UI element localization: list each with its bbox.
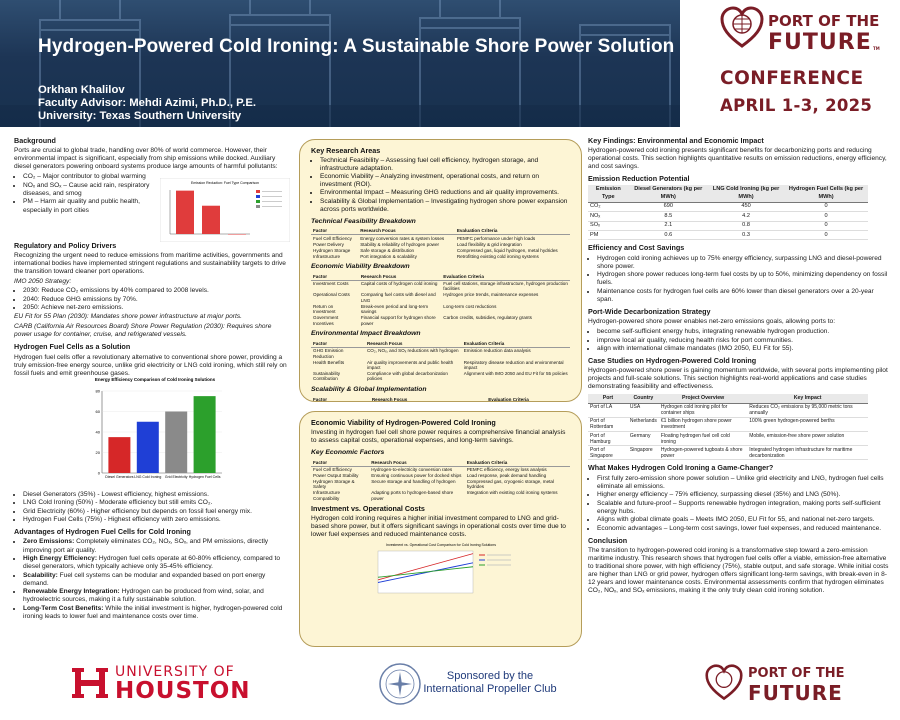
list-item: • Scalability & Global Implementation – Investigating hydrogen shore power expansion across ports worldwide. — [320, 198, 570, 214]
table-cell: Hydrogen-to-electricity conversion rates — [371, 467, 453, 473]
list-item: • become self-sufficient energy hubs, integrating renewable hydrogen production. — [597, 328, 890, 336]
table-cell: Load response, peak demand handling — [466, 473, 547, 479]
breakdown-tables — [311, 218, 570, 402]
list-item: • 2050: Achieve net-zero emissions. — [23, 304, 291, 312]
table-cell: Compliance with global decarbonization policies — [366, 370, 448, 382]
table-cell: Break-even period and long-term savings — [360, 303, 429, 315]
table-cell: Stability & reliability of hydrogen power — [360, 241, 440, 247]
table-cell: Mobile, emission-free shore power solution — [747, 432, 868, 446]
table-cell: Port of LA — [588, 403, 628, 417]
advantages-heading: Advantages of Hydrogen Fuel Cells for Cold Ironing — [14, 527, 191, 537]
table-cell: USA — [628, 403, 659, 417]
table-cell: 0 — [784, 202, 868, 211]
table-cell: Port integration & scalability — [360, 253, 417, 259]
list-item: • High Energy Efficiency: Hydrogen fuel cells operate at 60-80% efficiency, compared to diesel generators, which typically achieve only 35-45% efficiency. — [23, 555, 291, 571]
table-row — [311, 466, 570, 473]
table-cell: Power Delivery — [313, 241, 344, 247]
table-row — [311, 292, 570, 303]
poster-header — [0, 0, 680, 127]
table-cell: €1 billion hydrogen shore power investment — [659, 417, 747, 431]
eu-fit55-text: EU Fit for 55 Plan (2030): Mandates shore power infrastructure at major ports. — [14, 313, 242, 321]
breakdown-table-title: Scalability & Global Implementation — [311, 386, 427, 394]
economic-heading: Economic Viability of Hydrogen-Powered Cold Ironing — [311, 418, 496, 427]
background-heading: Background — [14, 136, 56, 145]
emission-reduction-heading: Emission Reduction Potential — [588, 174, 690, 184]
right-column — [588, 137, 890, 647]
economic-text: Investing in hydrogen fuel cell shore power requires a comprehensive financial analysis to assess capital costs, operational expenses, and long-term savings. — [311, 429, 566, 445]
efficiency-chart — [80, 373, 230, 485]
list-item: • Diesel Generators (35%) - Lowest efficiency, highest emissions. — [23, 491, 291, 499]
table-header: Factor — [311, 340, 365, 347]
emission-small-chart — [160, 178, 290, 242]
chart-title: Investment vs. Operational Cost Comparison for Cold Ironing Solutions — [385, 542, 496, 547]
table-cell: Alignment with IMO 2050 and EU Fit for 55 policies — [463, 370, 568, 376]
chart-title: Emission Reduction: Fuel Type Comparison — [190, 181, 260, 185]
x-tick-label: LNG Cold Ironing — [134, 475, 162, 479]
list-item: • Maintenance costs for hydrogen fuel cells are 60% lower than diesel generators over a 20-year span. — [597, 288, 890, 304]
list-item: • CO₂ – Major contributor to global warming — [23, 173, 154, 181]
table-row — [311, 253, 570, 259]
list-item: • 2040: Reduce GHG emissions by 70%. — [23, 296, 291, 304]
regulatory-text: Recognizing the urgent need to reduce emissions from maritime activities, governments and international bodies have implemented stringent regulations and sustainability targets to drive the transition toward cleaner port operations. — [14, 251, 286, 275]
list-item: • Zero Emissions: Completely eliminates CO₂, NOₓ, SOₓ, and PM emissions, directly improving port air quality. — [23, 538, 291, 554]
table-cell: Comparing fuel costs with diesel and LNG — [360, 292, 436, 303]
table-cell: PEMFC performance under high loads — [456, 235, 536, 241]
table-row — [311, 359, 570, 370]
x-tick-label: Diesel Generators — [105, 475, 134, 479]
y-tick-label: 60 — [95, 409, 100, 414]
imo-heading: IMO 2050 Strategy: — [14, 278, 72, 285]
list-item: • Scalability: Fuel cell systems can be modular and expanded based on port energy demand. — [23, 572, 291, 588]
table-cell: 0.8 — [708, 221, 784, 230]
case-studies-heading: Case Studies on Hydrogen-Powered Cold Ironing — [588, 356, 757, 366]
table-row — [311, 315, 570, 326]
table-cell: PEMFC efficiency, energy loss analysis — [466, 467, 547, 473]
table-cell: Financial support for hydrogen shore power — [360, 315, 436, 326]
bar — [202, 206, 220, 234]
conference-brand — [680, 0, 900, 127]
legend-swatch — [256, 195, 260, 198]
table-row — [588, 432, 868, 446]
conference-label: CONFERENCE — [720, 68, 864, 89]
list-item: • NOₓ and SOₓ – Cause acid rain, respiratory diseases, and smog — [23, 182, 154, 198]
port-decarbonization-text: Hydrogen-powered shore power enables net-zero emissions goals, allowing ports to: — [588, 317, 836, 325]
table-header: Research Focus — [365, 340, 462, 347]
table-header: Hydrogen Fuel Cells (kg per MWh) — [784, 185, 868, 202]
table-cell: Netherlands — [628, 417, 659, 431]
table-cell: CO₂ — [588, 202, 629, 211]
table-cell: Power Output Stability — [313, 473, 359, 479]
table-cell: CO₂, NOₓ, and SOₓ reductions with hydrogen — [366, 348, 459, 354]
list-item: • Aligns with global climate goals – Meets IMO 2050, EU Fit for 55, and national net-zero targets. — [597, 516, 890, 524]
y-tick-label: 0 — [97, 470, 100, 476]
table-header: Factor — [311, 459, 369, 466]
table-cell: Compressed gas, liquid hydrogen, metal hydrides — [456, 247, 558, 253]
table-header: Diesel Generators (kg per MWh) — [629, 185, 708, 202]
table-cell: Fuel Cell Efficiency — [313, 235, 352, 241]
background-text: Ports are crucial to global trade, handling over 80% of world commerce. However, their environmental impact is significant, especially from ship emissions while docked. Auxiliary diesel generators powering onboard systems produce large amounts of harmful pollutants: — [14, 147, 278, 171]
table-cell: Adapting ports to hydrogen-based shore power — [371, 490, 454, 501]
list-item: • Long-Term Cost Benefits: While the initial investment is higher, hydrogen-powered cold ironing leads to lower fuel and maintenance costs over time. — [23, 605, 291, 621]
table-header: Country — [628, 394, 659, 404]
uh-line2: HOUSTON — [115, 678, 251, 704]
table-header: Key Impact — [747, 394, 868, 404]
table-cell: 4.2 — [708, 212, 784, 221]
table-cell: Fuel cell stations, storage infrastructure, hydrogen production facilities — [443, 281, 568, 292]
table-row — [311, 280, 570, 292]
table-cell: NOₓ — [588, 212, 629, 221]
brand-tm: TM — [873, 46, 880, 51]
efficiency-list — [14, 491, 291, 525]
game-changer-heading: What Makes Hydrogen Cold Ironing a Game-Changer? — [588, 463, 774, 473]
table-cell: Hydrogen Storage — [313, 247, 351, 253]
table-header: Project Overview — [659, 394, 747, 404]
author-name: Orkhan Khalilov — [38, 84, 125, 96]
table-cell: GHG Emission Reduction — [313, 348, 344, 359]
table-cell: 100% green hydrogen-powered berths — [747, 417, 868, 431]
sponsor-line1: Sponsored by the — [446, 670, 534, 682]
table-row — [311, 371, 570, 382]
table-cell: Port of Singapore — [588, 446, 628, 460]
table-row — [588, 221, 868, 230]
propeller-club-seal-icon — [378, 662, 422, 706]
list-item: • Hydrogen Fuel Cells (75%) - Highest efficiency with zero emissions. — [23, 516, 291, 524]
table-row — [588, 212, 868, 221]
table-cell: Singapore — [628, 446, 659, 460]
bar — [228, 234, 246, 235]
case-studies-text: Hydrogen-powered shore power is gaining momentum worldwide, with several ports implementing pilot projects and full-scale solutions. This section highlights real-world applications and case studies demonstrating feasibility and effectiveness. — [588, 367, 888, 391]
y-tick-label: 20 — [95, 450, 100, 455]
table-cell: Government Incentives — [313, 315, 339, 326]
table-cell: Floating hydrogen fuel cell cold ironing — [659, 432, 747, 446]
list-item: • Higher energy efficiency – 75% efficiency, surpassing diesel (35%) and LNG (50%). — [597, 491, 890, 499]
key-research-heading: Key Research Areas — [311, 146, 381, 155]
key-economic-factors-heading: Key Economic Factors — [311, 449, 385, 457]
table-cell: 0 — [784, 221, 868, 230]
breakdown-table-title: Environmental Impact Breakdown — [311, 330, 421, 338]
bar — [137, 422, 159, 473]
solution-heading: Hydrogen Fuel Cells as a Solution — [14, 342, 131, 352]
table-cell: Load flexibility & grid integration — [456, 241, 522, 247]
chart-title: Energy Efficiency Comparison of Cold Ironing Solutions — [94, 377, 216, 382]
efficiency-cost-list — [588, 255, 890, 304]
key-economic-factors-table — [311, 459, 570, 501]
legend-swatch — [256, 205, 260, 208]
table-row — [311, 490, 570, 501]
table-header: Research Focus — [370, 396, 486, 402]
table-cell: Capital costs of hydrogen cold ironing — [360, 281, 438, 287]
list-item: • Economic advantages – Long-term cost savings, lower fuel expenses, and reduced maintenance. — [597, 525, 890, 533]
table-cell: 0 — [784, 212, 868, 221]
table-cell: 8.5 — [629, 212, 708, 221]
list-item: • Economic Viability – Analyzing investment, operational costs, and return on investment (ROI). — [320, 173, 570, 189]
investment-cost-chart — [366, 541, 516, 601]
table-row — [311, 304, 570, 315]
table-cell: Compressed gas, cryogenic storage, metal hydrides — [466, 479, 555, 490]
list-item: • Scalable and future-proof – Supports renewable hydrogen integration, making ports self-sufficient energy hubs. — [597, 500, 890, 516]
poster-footer — [0, 650, 900, 720]
brand-line2: FUTURE — [768, 30, 872, 55]
table-row — [588, 446, 868, 460]
table-cell: Long-term cost reductions — [443, 303, 497, 309]
uh-logo-icon — [70, 664, 110, 702]
table-cell: Emission reduction data analysis — [463, 348, 531, 354]
footer-brand-line1: PORT OF THE — [748, 666, 845, 681]
carb-text: CARB (California Air Resources Board) Shore Power Regulation (2030): Requires shore power usage for container, cruise, and refrigerated vessels. — [14, 323, 272, 339]
efficiency-cost-heading: Efficiency and Cost Savings — [588, 243, 685, 253]
table-row — [588, 417, 868, 431]
table-cell: Port of Rotterdam — [588, 417, 628, 431]
bar — [194, 396, 216, 473]
table-header: Factor — [311, 228, 358, 235]
table-cell: Health Benefits — [313, 359, 345, 365]
table-cell: 0.3 — [708, 231, 784, 240]
list-item: • Environmental Impact – Measuring GHG reductions and air quality improvements. — [320, 189, 570, 197]
table-row — [588, 231, 868, 240]
table-cell: Hydrogen cold ironing pilot for container ships — [659, 403, 747, 417]
table-header: Evaluation Criteria — [441, 273, 570, 280]
list-item: • LNG Cold Ironing (50%) - Moderate efficiency but still emits CO₂. — [23, 499, 291, 507]
table-cell: Infrastructure — [313, 253, 341, 259]
table-cell: Energy conversion rates & system losses — [360, 235, 445, 241]
case-studies-table — [588, 394, 868, 461]
table-cell: 450 — [708, 202, 784, 211]
table-cell: Port of Hamburg — [588, 432, 628, 446]
list-item: • align with international climate mandates (IMO 2050, EU Fit for 55). — [597, 345, 890, 353]
key-research-box — [299, 139, 582, 402]
table-cell: 0 — [784, 231, 868, 240]
list-item: • Technical Feasibility – Assessing fuel cell efficiency, hydrogen storage, and infrastructure adaptation. — [320, 157, 570, 173]
conclusion-text: The transition to hydrogen-powered cold ironing is a transformative step toward a zero-emission maritime industry. This research shows that hydrogen fuel cells offer a viable, emission-free alternative to traditional shore power, with high efficiency (75%), stable output, and safe storage. While initial costs are higher than LNG or grid power, hydrogen offers significant long-term savings, with break-even in 8-12 years and lower maintenance costs. Environmental assessments confirm that hydrogen eliminates CO₂, NOₓ, and SOₓ emissions, making it the only truly clean cold ironing solution. — [588, 546, 889, 595]
solution-text: Hydrogen fuel cells offer a revolutionary alternative to conventional shore power, providing a truly emission-free energy source, unlike grid electricity or LNG cold ironing, which still rely on fossil fuels and emit greenhouse gases. — [14, 353, 287, 377]
port-decarbonization-heading: Port-Wide Decarbonization Strategy — [588, 306, 711, 316]
sponsor-line2: International Propeller Club — [423, 683, 557, 695]
table-cell: Hydrogen-powered tugboats & shore power — [659, 446, 747, 460]
table-header: Research Focus — [369, 459, 464, 466]
table-cell: Respiratory disease reduction and environmental impact — [463, 359, 564, 370]
table-cell: Investment Costs — [313, 281, 349, 287]
table-cell: Ensuring continuous power for docked ships — [371, 473, 462, 479]
list-item: • Hydrogen cold ironing achieves up to 75% energy efficiency, surpassing LNG and diesel-powered shore power. — [597, 255, 890, 271]
table-row — [311, 347, 570, 359]
brand-line1: PORT OF THE — [768, 12, 880, 30]
key-findings-heading: Key Findings: Environmental and Economic Impact — [588, 136, 764, 145]
table-cell: PM — [588, 231, 629, 240]
breakdown-table-title: Technical Feasibility Breakdown — [311, 217, 416, 225]
breakdown-table — [311, 340, 570, 382]
table-cell: SOₓ — [588, 221, 629, 230]
footer-heart-globe-logo-icon — [705, 664, 743, 702]
key-findings-text: Hydrogen-powered cold ironing presents significant benefits for decarbonizing ports and reducing operational costs. This section highlights quantitative results on emission reductions, energy efficiency, and cost savings. — [588, 147, 887, 171]
footer-brand-line2: FUTURE — [748, 681, 843, 705]
table-row — [588, 202, 868, 211]
uh-line1: UNIVERSITY OF — [115, 664, 235, 680]
breakdown-table — [311, 396, 570, 402]
table-cell: Fuel Cell Efficiency — [313, 467, 352, 473]
table-cell: Sustainability Contribution — [313, 370, 341, 382]
conference-dates: APRIL 1-3, 2025 — [720, 96, 873, 115]
table-cell: 2.1 — [629, 221, 708, 230]
table-cell: Integration with existing cold ironing systems — [466, 490, 558, 496]
imo-list — [14, 287, 291, 312]
table-cell: Air quality improvements and public health impact — [366, 359, 454, 370]
list-item: • Renewable Energy Integration: Hydrogen can be produced from wind, solar, and hydroelectric sources, making it a fully sustainable solution. — [23, 588, 291, 604]
table-cell: Hydrogen price trends, maintenance expenses — [443, 292, 539, 298]
table-row — [311, 479, 570, 490]
table-cell: Germany — [628, 432, 659, 446]
table-header: Evaluation Criteria — [455, 228, 570, 235]
table-cell: Return on Investment — [313, 303, 336, 315]
table-cell: Integrated hydrogen infrastructure for maritime decarbonization — [747, 446, 868, 460]
table-cell: 0.6 — [629, 231, 708, 240]
x-tick-label: Hydrogen Fuel Cells — [188, 475, 221, 479]
table-header: Research Focus — [358, 228, 455, 235]
conclusion-heading: Conclusion — [588, 535, 628, 545]
table-cell: Reduces CO₂ emissions by 95,000 metric tons annually — [747, 403, 868, 417]
game-changer-list — [588, 475, 890, 533]
table-cell: 690 — [629, 202, 708, 211]
bar — [176, 191, 194, 234]
x-tick-label: Grid Electricity — [164, 475, 188, 479]
y-tick-label: 80 — [95, 388, 100, 394]
economic-viability-box — [299, 411, 582, 647]
table-row — [588, 403, 868, 417]
investment-heading: Investment vs. Operational Costs — [311, 503, 425, 513]
list-item: • Grid Electricity (60%) - Higher efficiency but depends on fossil fuel energy mix. — [23, 508, 291, 516]
bar — [108, 437, 130, 473]
bar — [165, 412, 187, 474]
table-header: Evaluation Criteria — [465, 459, 570, 466]
table-header: LNG Cold Ironing (kg per MWh) — [708, 185, 784, 202]
table-cell: Operational Costs — [313, 292, 350, 298]
table-row — [311, 235, 570, 242]
y-tick-label: 40 — [95, 429, 100, 435]
legend-swatch — [256, 200, 260, 203]
pollutant-list — [14, 173, 154, 214]
regulatory-heading: Regulatory and Policy Drivers — [14, 240, 117, 250]
list-item: • PM – Harm air quality and public health, especially in port cities — [23, 198, 154, 214]
list-item: • 2030: Reduce CO₂ emissions by 40% compared to 2008 levels. — [23, 287, 291, 295]
list-item: • Hydrogen shore power reduces long-term fuel costs by up to 50%, minimizing dependency on fossil fuels. — [597, 271, 890, 287]
table-header: Evaluation Criteria — [462, 340, 570, 347]
list-item: • First fully zero-emission shore power solution – Unlike grid electricity and LNG, hydrogen fuel cells eliminate all emissions. — [597, 475, 890, 491]
breakdown-table — [311, 228, 570, 259]
university: University: Texas Southern University — [38, 110, 242, 122]
table-header: Emission Type — [588, 185, 629, 202]
table-header: Port — [588, 394, 628, 404]
breakdown-table — [311, 273, 570, 326]
port-decarbonization-list — [588, 328, 890, 353]
list-item: • improve local air quality, reducing health risks for port communities. — [597, 337, 890, 345]
advantages-list — [14, 538, 291, 621]
table-cell: Carbon credits, subsidies, regulatory grants — [443, 315, 532, 321]
key-research-list — [311, 157, 570, 214]
investment-text: Hydrogen cold ironing requires a higher initial investment compared to LNG and grid-based shore power, but it offers significant savings in operational costs over time due to lower fuel expenses and reduced maintenance costs. — [311, 514, 566, 538]
heart-globe-logo-icon — [720, 6, 764, 50]
poster-title: Hydrogen-Powered Cold Ironing: A Sustainable Shore Power Solution — [38, 36, 675, 57]
table-header: Research Focus — [359, 273, 441, 280]
table-row — [311, 473, 570, 479]
breakdown-table-title: Economic Viability Breakdown — [311, 263, 410, 271]
legend-swatch — [256, 190, 260, 193]
table-cell: Secure storage and handling of hydrogen — [371, 479, 456, 485]
table-cell: Safe storage & distribution — [360, 247, 415, 253]
faculty-advisor: Faculty Advisor: Mehdi Azimi, Ph.D., P.E. — [38, 97, 257, 109]
emission-reduction-table — [588, 185, 868, 240]
table-header: Evaluation Criteria — [486, 396, 570, 402]
table-cell: Hydrogen Storage & Safety — [313, 479, 355, 490]
table-header: Factor — [311, 396, 370, 402]
table-header: Factor — [311, 273, 359, 280]
table-cell: Retrofitting existing cold ironing systems — [456, 253, 539, 259]
table-cell: Infrastructure Compatibility — [313, 490, 341, 501]
